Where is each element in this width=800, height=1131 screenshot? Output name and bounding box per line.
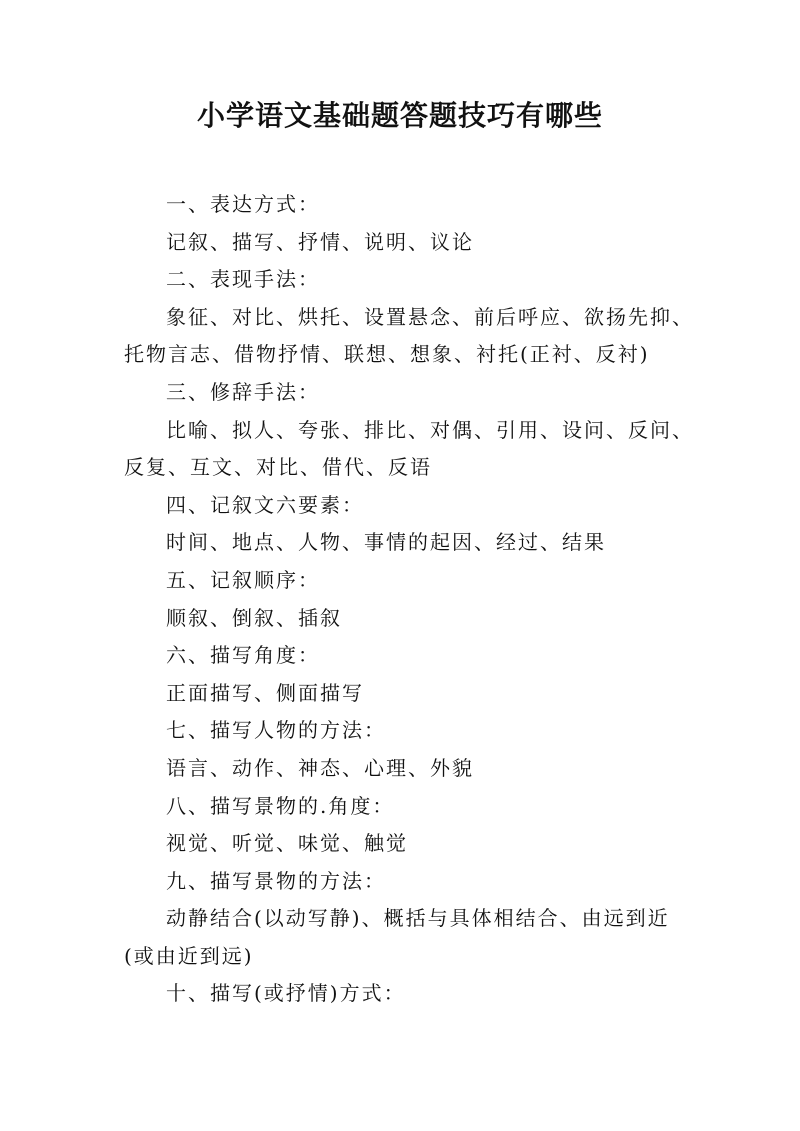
section-heading-5: 五、记叙顺序： — [166, 567, 320, 592]
section-heading-7: 七、描写人物的方法： — [166, 718, 386, 743]
section-heading-8: 八、描写景物的.角度： — [166, 793, 395, 818]
section-body-5: 顺叙、倒叙、插叙 — [166, 605, 342, 630]
section-heading-3: 三、修辞手法： — [166, 379, 320, 404]
section-body-7: 语言、动作、神态、心理、外貌 — [166, 755, 474, 780]
section-body-2: 象征、对比、烘托、设置悬念、前后呼应、欲扬先抑、托物言志、借物抒情、联想、想象、衬托(正衬、反衬) — [124, 304, 694, 367]
section-heading-4: 四、记叙文六要素： — [166, 492, 364, 517]
section-heading-6: 六、描写角度： — [166, 643, 320, 668]
section-body-3: 比喻、拟人、夸张、排比、对偶、引用、设问、反问、反复、互文、对比、借代、反语 — [124, 417, 694, 480]
section-heading-1: 一、表达方式： — [166, 192, 320, 216]
section-heading-10: 十、描写(或抒情)方式： — [166, 981, 406, 1006]
section-body-9: 动静结合(以动写静)、概括与具体相结合、由远到近(或由近到远) — [124, 906, 670, 968]
page-title: 小学语文基础题答题技巧有哪些 — [196, 99, 603, 132]
section-body-8: 视觉、听觉、味觉、触觉 — [166, 831, 408, 856]
section-body-4: 时间、地点、人物、事情的起因、经过、结果 — [166, 530, 606, 555]
section-heading-2: 二、表现手法： — [166, 267, 320, 292]
document-body — [124, 186, 694, 1013]
section-body-1: 记叙、描写、抒情、说明、议论 — [166, 229, 474, 254]
section-heading-9: 九、描写景物的方法： — [166, 868, 386, 893]
section-body-6: 正面描写、侧面描写 — [166, 680, 364, 705]
